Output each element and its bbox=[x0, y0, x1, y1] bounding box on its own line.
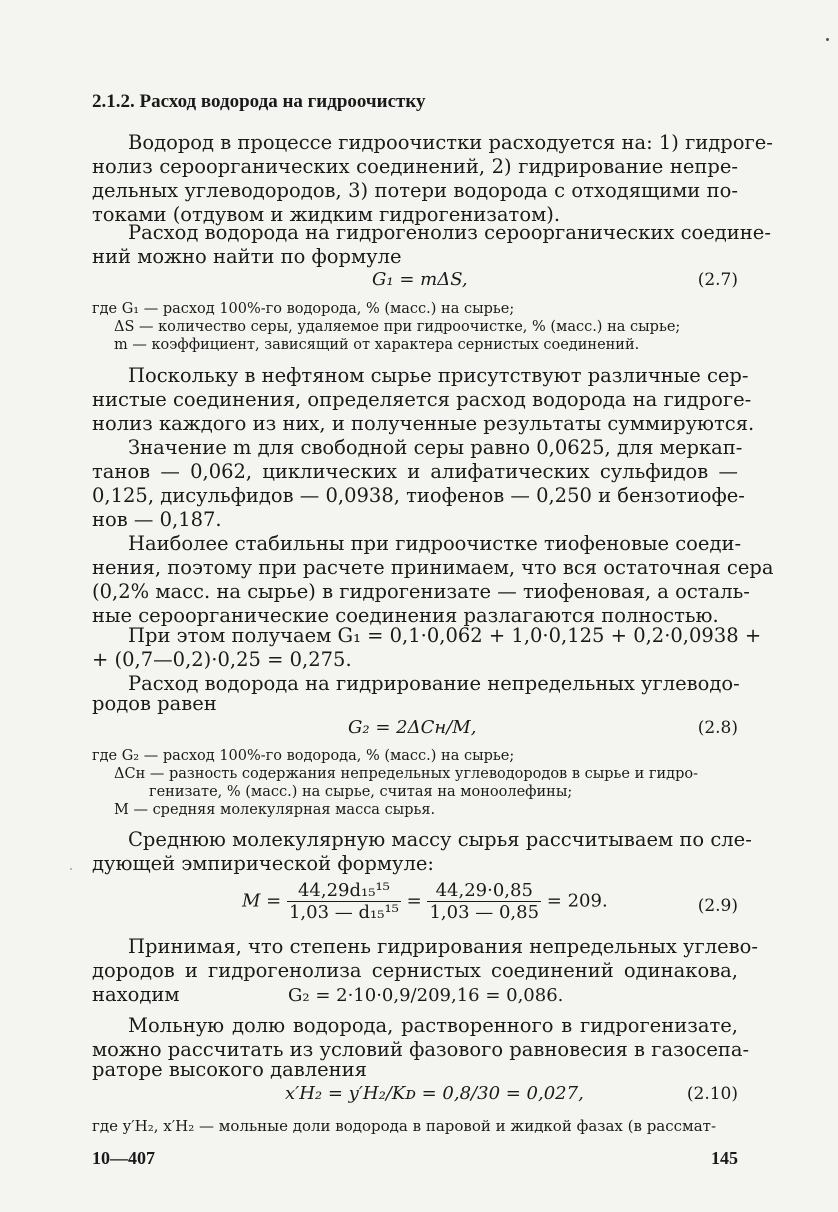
paragraph-line: можно рассчитать из условий фазового равновесия в газосепа- bbox=[92, 1038, 750, 1061]
paragraph-line: Значение m для свободной серы равно 0,0625, для меркап- bbox=[128, 436, 743, 459]
definition-line: M — средняя молекулярная масса сырья. bbox=[114, 802, 436, 818]
scan-speck bbox=[826, 38, 829, 41]
formula-2-8: G₂ = 2ΔCн/M, bbox=[348, 717, 477, 738]
formula-number: (2.8) bbox=[697, 718, 738, 738]
formula-number: (2.9) bbox=[697, 896, 738, 916]
paragraph-line: Расход водорода на гидрирование непредельных углеводо- bbox=[128, 672, 740, 695]
definition-line: где G₂ — расход 100%-го водорода, % (масс.) на сырье; bbox=[92, 748, 515, 764]
paragraph-line: При этом получаем G₁ = 0,1·0,062 + 1,0·0,125 + 0,2·0,0938 + bbox=[128, 624, 762, 647]
paragraph-line: танов — 0,062, циклических и алифатических сульфидов — bbox=[92, 460, 738, 483]
formula-lhs: M = bbox=[242, 890, 282, 912]
paragraph-line: нолиз сероорганических соединений, 2) гидрирование непре- bbox=[92, 155, 738, 178]
formula-number: (2.10) bbox=[686, 1084, 738, 1104]
formula-2-9 bbox=[242, 880, 608, 923]
paragraph-line: родов равен bbox=[92, 692, 217, 715]
formula-result: = 209. bbox=[546, 890, 608, 912]
paragraph-line: ний можно найти по формуле bbox=[92, 245, 402, 268]
definition-line: ΔCн — разность содержания непредельных углеводородов в сырье и гидро- bbox=[114, 766, 699, 782]
paragraph-line: дородов и гидрогенолиза сернистых соединений одинакова, bbox=[92, 959, 738, 982]
paragraph-line: Поскольку в нефтяном сырье присутствуют различные сер- bbox=[128, 364, 749, 387]
formula-number: (2.7) bbox=[697, 270, 738, 290]
paragraph-line: нения, поэтому при расчете принимаем, что вся остаточная сера bbox=[92, 556, 774, 579]
paragraph-line: Наиболее стабильны при гидроочистке тиофеновые соеди- bbox=[128, 532, 742, 555]
paragraph-line: находим bbox=[92, 983, 180, 1006]
paragraph-line: Водород в процессе гидроочистки расходуется на: 1) гидроге- bbox=[128, 131, 773, 154]
paragraph-line: раторе высокого давления bbox=[92, 1058, 367, 1081]
formula-g2: G₂ = 2·10·0,9/209,16 = 0,086. bbox=[288, 985, 564, 1006]
paragraph-line: дельных углеводородов, 3) потери водорода с отходящими по- bbox=[92, 179, 738, 202]
fraction-denominator: 1,03 — d₁₅¹⁵ bbox=[288, 902, 399, 923]
paragraph-line: нолиз каждого из них, и полученные результаты суммируются. bbox=[92, 412, 755, 435]
scan-speck bbox=[70, 868, 72, 870]
paragraph-line: (0,2% масс. на сырье) в гидрогенизате — тиофеновая, а осталь- bbox=[92, 580, 750, 603]
paragraph-line: Принимая, что степень гидрирования непредельных углево- bbox=[128, 935, 758, 958]
fraction bbox=[287, 880, 401, 923]
paragraph-line: токами (отдувом и жидким гидрогенизатом). bbox=[92, 203, 561, 226]
section-title: 2.1.2. Расход водорода на гидроочистку bbox=[92, 91, 426, 112]
definition-line: где G₁ — расход 100%-го водорода, % (масс.) на сырье; bbox=[92, 301, 515, 317]
formula-2-10: x′H₂ = y′H₂/Kᴅ = 0,8/30 = 0,027, bbox=[285, 1083, 584, 1104]
paragraph-line: Среднюю молекулярную массу сырья рассчитываем по сле- bbox=[128, 828, 752, 851]
signature-mark: 10—407 bbox=[92, 1148, 155, 1168]
paragraph-line: нов — 0,187. bbox=[92, 508, 222, 531]
definition-line: m — коэффициент, зависящий от характера сернистых соединений. bbox=[114, 337, 640, 353]
paragraph-line: Мольную долю водорода, растворенного в гидрогенизате, bbox=[128, 1014, 738, 1037]
paragraph-line: 0,125, дисульфидов — 0,0938, тиофенов — 0,250 и бензотиофе- bbox=[92, 484, 745, 507]
paragraph-line: нистые соединения, определяется расход водорода на гидроге- bbox=[92, 388, 752, 411]
fraction-denominator: 1,03 — 0,85 bbox=[429, 902, 540, 923]
equals-sign: = bbox=[406, 890, 422, 912]
paragraph-line: + (0,7—0,2)·0,25 = 0,275. bbox=[92, 648, 352, 671]
paragraph-line: дующей эмпирической формуле: bbox=[92, 852, 434, 875]
definition-line: генизате, % (масс.) на сырье, считая на моноолефины; bbox=[149, 784, 573, 800]
fraction-numerator: 44,29·0,85 bbox=[427, 880, 541, 902]
definition-line: ΔS — количество серы, удаляемое при гидроочистке, % (масс.) на сырье; bbox=[114, 319, 681, 335]
fraction bbox=[427, 880, 541, 923]
formula-2-7: G₁ = mΔS, bbox=[372, 269, 468, 290]
paragraph-line: ные сероорганические соединения разлагаются полностью. bbox=[92, 604, 719, 627]
definition-line: где y′H₂, x′H₂ — мольные доли водорода в паровой и жидкой фазах (в рассмат- bbox=[92, 1117, 717, 1135]
page-number: 145 bbox=[711, 1148, 738, 1168]
fraction-numerator: 44,29d₁₅¹⁵ bbox=[287, 880, 401, 902]
paragraph-line: Расход водорода на гидрогенолиз сероорганических соедине- bbox=[128, 221, 771, 244]
